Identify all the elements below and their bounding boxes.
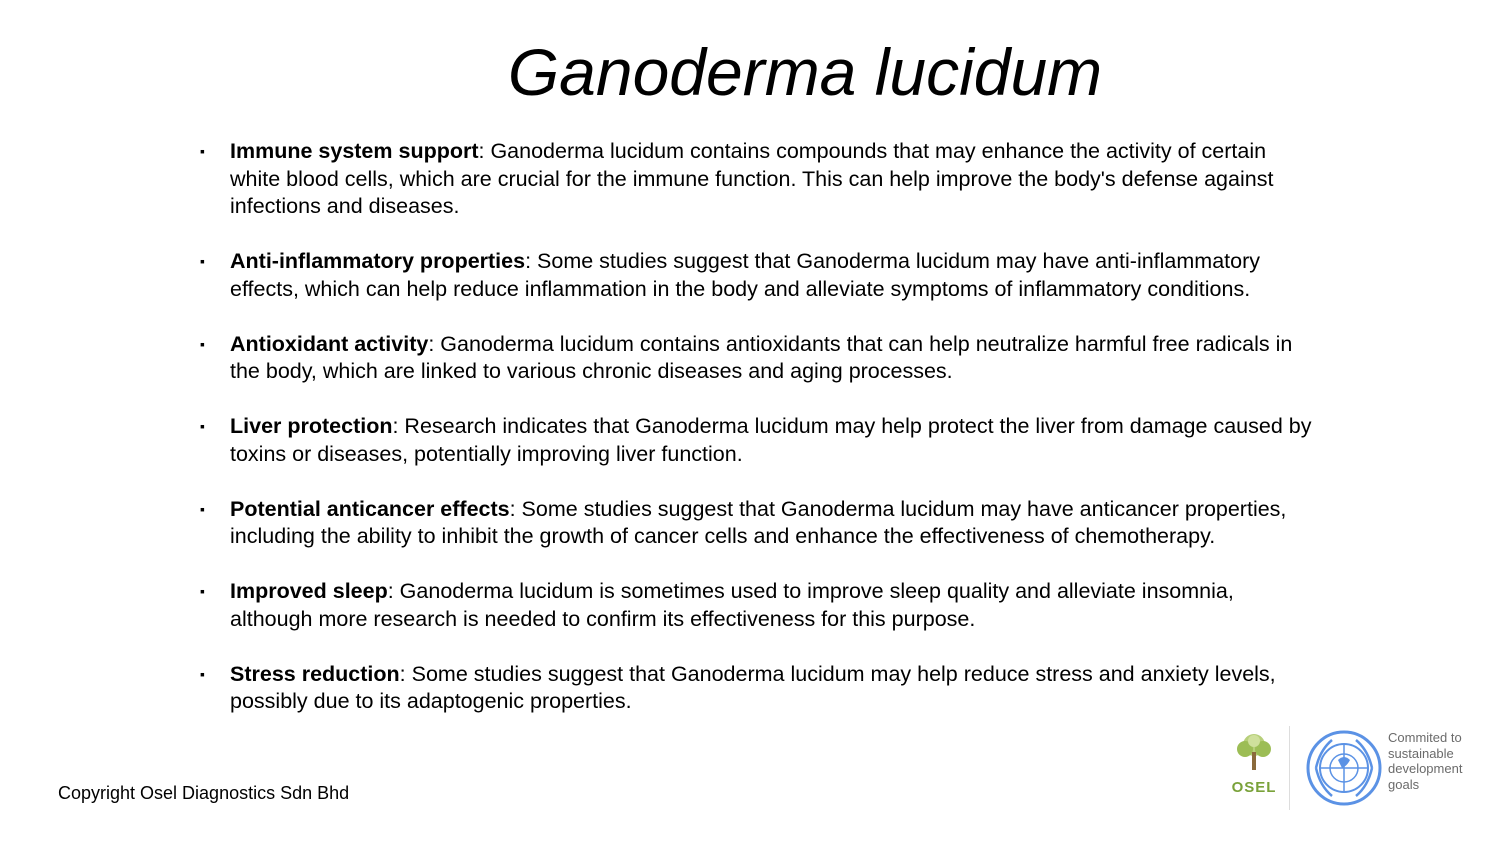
benefit-description: : Ganoderma lucidum contains compounds that may enhance the activity of certain white blood cells, which are crucial for the immune function. This can help improve the body's defense against infections and diseases. bbox=[230, 139, 1274, 218]
list-item bbox=[200, 413, 1320, 468]
benefit-term: Anti-inflammatory properties bbox=[230, 249, 526, 273]
sdg-caption bbox=[1388, 730, 1488, 792]
benefit-description: : Some studies suggest that Ganoderma lucidum may help reduce stress and anxiety levels, possibly due to its adaptogenic properties. bbox=[230, 661, 1276, 713]
list-item bbox=[200, 578, 1320, 633]
bullet-marker: ▪ bbox=[200, 500, 205, 517]
benefit-term: Antioxidant activity bbox=[230, 331, 429, 356]
benefit-description: : Research indicates that Ganoderma lucidum may help protect the liver from damage caused by toxins or diseases, potentially improving liver function. bbox=[230, 414, 1312, 466]
list-item bbox=[200, 248, 1320, 303]
list-item bbox=[200, 661, 1320, 716]
bullet-marker: ▪ bbox=[200, 665, 205, 682]
benefits-list bbox=[200, 138, 1320, 743]
osel-logo bbox=[1218, 726, 1290, 810]
footer-logos bbox=[1218, 726, 1488, 812]
un-emblem-icon bbox=[1306, 730, 1382, 806]
list-item bbox=[200, 496, 1320, 551]
bullet-marker: ▪ bbox=[200, 143, 205, 159]
benefit-term: Stress reduction bbox=[230, 661, 400, 686]
sdg-caption-line: development bbox=[1388, 761, 1463, 776]
bullet-marker: ▪ bbox=[200, 335, 205, 352]
osel-logo-text: OSEL bbox=[1231, 779, 1277, 796]
copyright-footer: Copyright Osel Diagnostics Sdn Bhd bbox=[58, 783, 350, 803]
bullet-marker: ▪ bbox=[200, 253, 205, 269]
benefit-term: Potential anticancer effects bbox=[230, 496, 510, 521]
bullet-marker: ▪ bbox=[200, 583, 205, 599]
sdg-caption-line: sustainable bbox=[1388, 745, 1454, 761]
benefit-term: Liver protection bbox=[230, 414, 393, 438]
slide-title: Ganoderma lucidum bbox=[507, 35, 1103, 109]
sdg-caption-line: goals bbox=[1388, 776, 1420, 792]
benefit-description: : Ganoderma lucidum is sometimes used to improve sleep quality and alleviate insomnia, although more research is needed to confirm its effectiveness for this purpose. bbox=[230, 579, 1234, 631]
benefit-term: Improved sleep bbox=[230, 579, 388, 603]
benefit-description: : Some studies suggest that Ganoderma lucidum may have anticancer properties, including the ability to inhibit the growth of cancer cells and enhance the effectiveness of chemotherapy. bbox=[230, 496, 1287, 548]
bullet-marker: ▪ bbox=[200, 418, 205, 434]
list-item bbox=[200, 138, 1320, 221]
tree-icon bbox=[1232, 732, 1276, 772]
sdg-caption-line: Commited to bbox=[1388, 730, 1462, 745]
list-item bbox=[200, 331, 1320, 386]
benefit-description: : Some studies suggest that Ganoderma lucidum may have anti-inflammatory effects, which can help reduce inflammation in the body and alleviate symptoms of inflammatory conditions. bbox=[230, 249, 1261, 301]
benefit-description: : Ganoderma lucidum contains antioxidants that can help neutralize harmful free radicals in the body, which are linked to various chronic diseases and aging processes. bbox=[230, 331, 1293, 383]
benefit-term: Immune system support bbox=[230, 139, 479, 163]
